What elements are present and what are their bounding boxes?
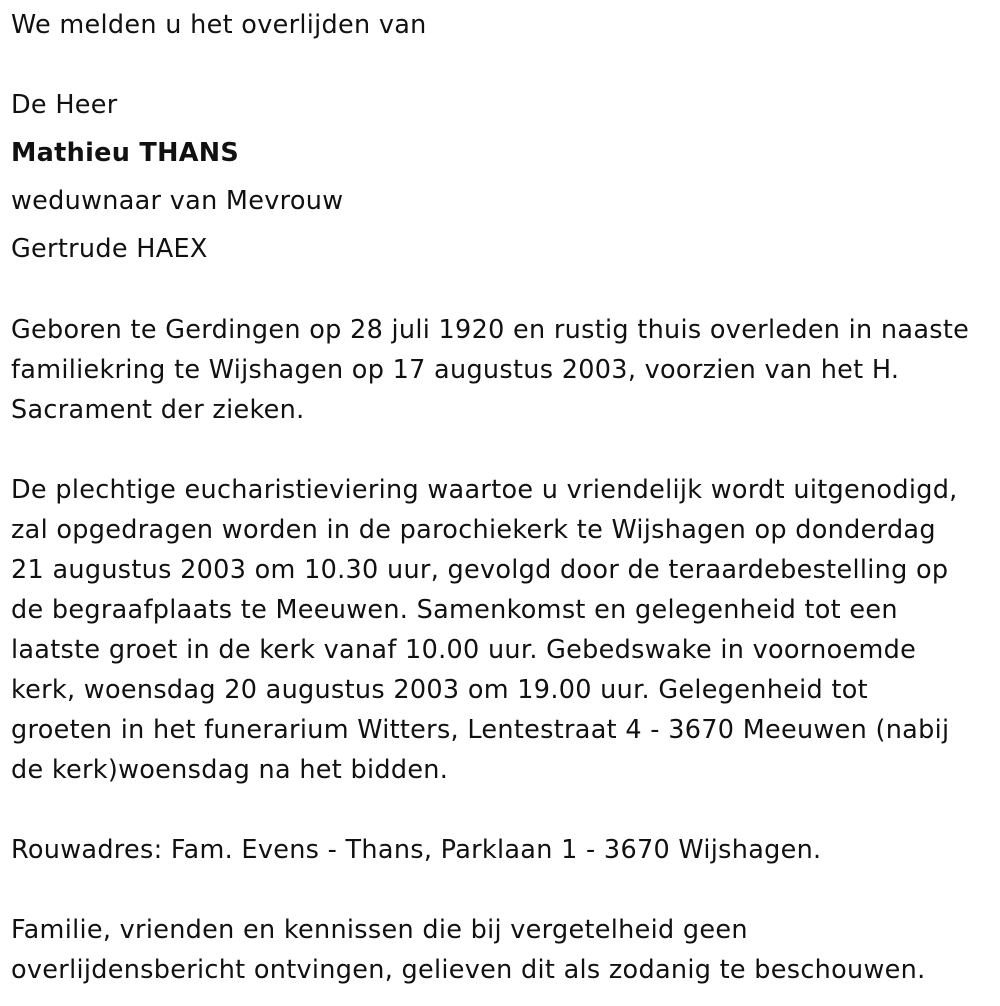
paragraph-line: laatste groet in de kerk vanaf 10.00 uur. Gebedswake in voornoemde [11, 635, 917, 665]
paragraph-line: groeten in het funerarium Witters, Lentestraat 4 - 3670 Meeuwen (nabij [11, 715, 950, 745]
deceased-name: Mathieu THANS [11, 138, 240, 168]
paragraph-line: De plechtige eucharistieviering waartoe u vriendelijk wordt uitgenodigd, [11, 475, 958, 505]
intro-text: We melden u het overlijden van [11, 10, 427, 40]
paragraph-line: Sacrament der zieken. [11, 395, 305, 425]
paragraph-line: 21 augustus 2003 om 10.30 uur, gevolgd door de teraardebestelling op [11, 555, 949, 585]
ceremony-paragraph [11, 470, 958, 790]
paragraph-line: kerk, woensdag 20 augustus 2003 om 19.00 uur. Gelegenheid tot [11, 675, 868, 705]
spouse-name: Gertrude HAEX [11, 234, 208, 264]
honorific: De Heer [11, 90, 118, 120]
paragraph-line: de begraafplaats te Meeuwen. Samenkomst en gelegenheid tot een [11, 595, 898, 625]
widower-of-label: weduwnaar van Mevrouw [11, 186, 344, 216]
mourning-address-paragraph [11, 830, 821, 870]
paragraph-line: Familie, vrienden en kennissen die bij vergetelheid geen [11, 915, 748, 945]
paragraph-line: zal opgedragen worden in de parochiekerk te Wijshagen op donderdag [11, 515, 936, 545]
paragraph-line: familiekring te Wijshagen op 17 augustus 2003, voorzien van het H. [11, 355, 900, 385]
paragraph-line: overlijdensbericht ontvingen, gelieven dit als zodanig te beschouwen. [11, 955, 926, 985]
closing-paragraph [11, 910, 926, 990]
paragraph-line: Geboren te Gerdingen op 28 juli 1920 en rustig thuis overleden in naaste [11, 315, 970, 345]
paragraph-line: Rouwadres: Fam. Evens - Thans, Parklaan 1 - 3670 Wijshagen. [11, 835, 822, 865]
birth-death-paragraph [11, 310, 969, 430]
paragraph-line: de kerk)woensdag na het bidden. [11, 755, 449, 785]
